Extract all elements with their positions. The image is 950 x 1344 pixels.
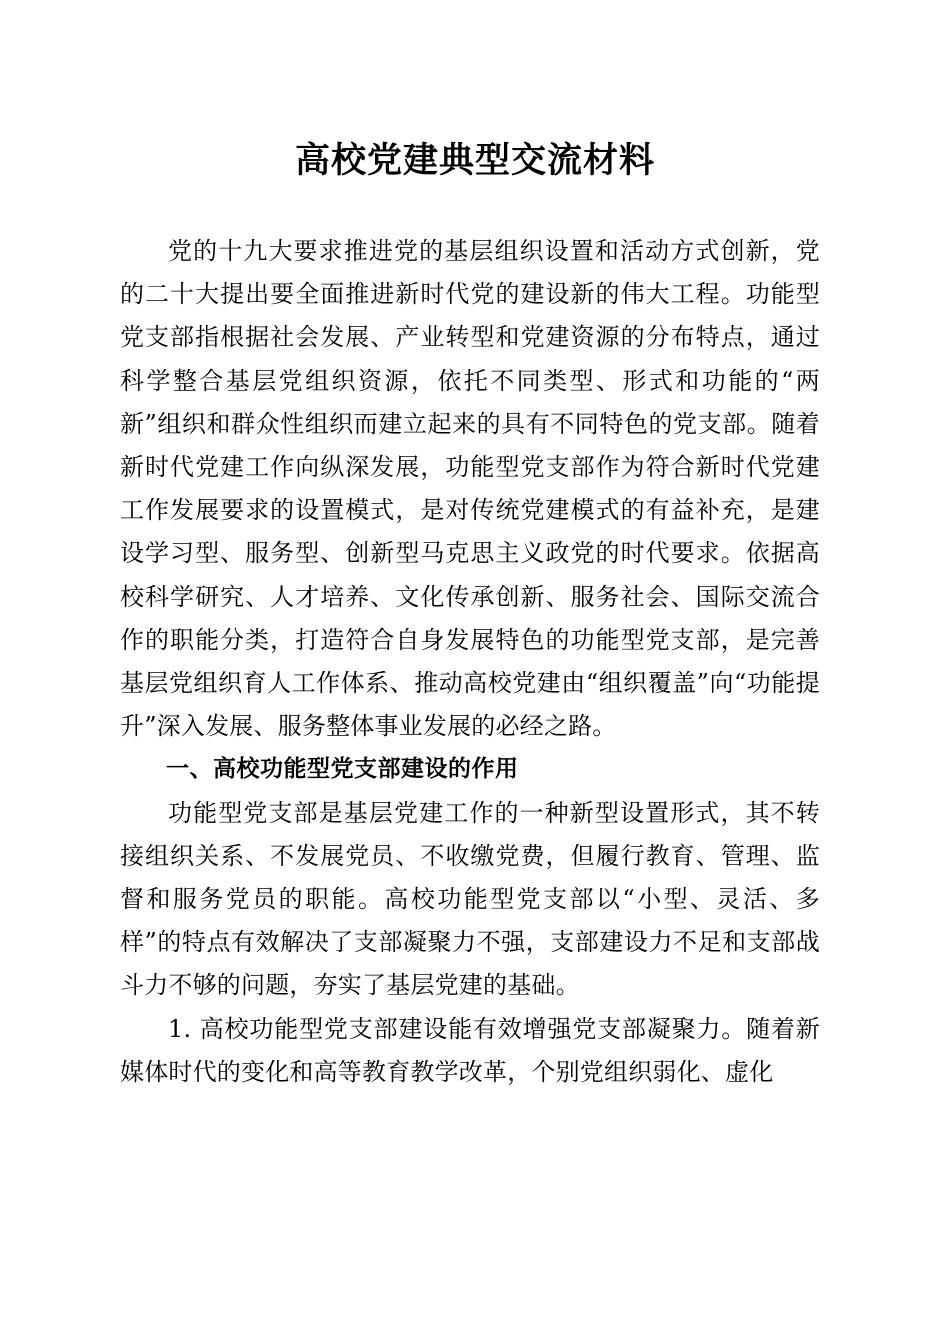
section-heading: 一、高校功能型党支部建设的作用 <box>166 756 519 783</box>
section-paragraph-numbered: 1. 高校功能型党支部建设能有效增强党支部凝聚力。随着新媒体时代的变化和高等教育教学改革，个别党组织弱化、虚化 <box>120 1014 820 1086</box>
section-paragraph: 功能型党支部是基层党建工作的一种新型设置形式，其不转接组织关系、不发展党员、不收缴党费，但履行教育、管理、监督和服务党员的职能。高校功能型党支部以“小型、灵活、多样”的特点有效解决了支部凝聚力不强，支部建设力不足和支部战斗力不够的问题，夯实了基层党建的基础。 <box>120 798 820 1000</box>
document-title: 高校党建典型交流材料 <box>294 140 655 181</box>
intro-paragraph: 党的十九大要求推进党的基层组织设置和活动方式创新，党的二十大提出要全面推进新时代党的建设新的伟大工程。功能型党支部指根据社会发展、产业转型和党建资源的分布特点，通过科学整合基层党组织资源，依托不同类型、形式和功能的“两新”组织和群众性组织而建立起来的具有不同特色的党支部。随着新时代党建工作向纵深发展，功能型党支部作为符合新时代党建工作发展要求的设置模式，是对传统党建模式的有益补充，是建设学习型、服务型、创新型马克思主义政党的时代要求。依据高校科学研究、人才培养、文化传承创新、服务社会、国际交流合作的职能分类，打造符合自身发展特色的功能型党支部，是完善基层党组织育人工作体系、推动高校党建由“组织覆盖”向“功能提升”深入发展、服务整体事业发展的必经之路。 <box>120 237 820 741</box>
document-body <box>120 230 820 1094</box>
